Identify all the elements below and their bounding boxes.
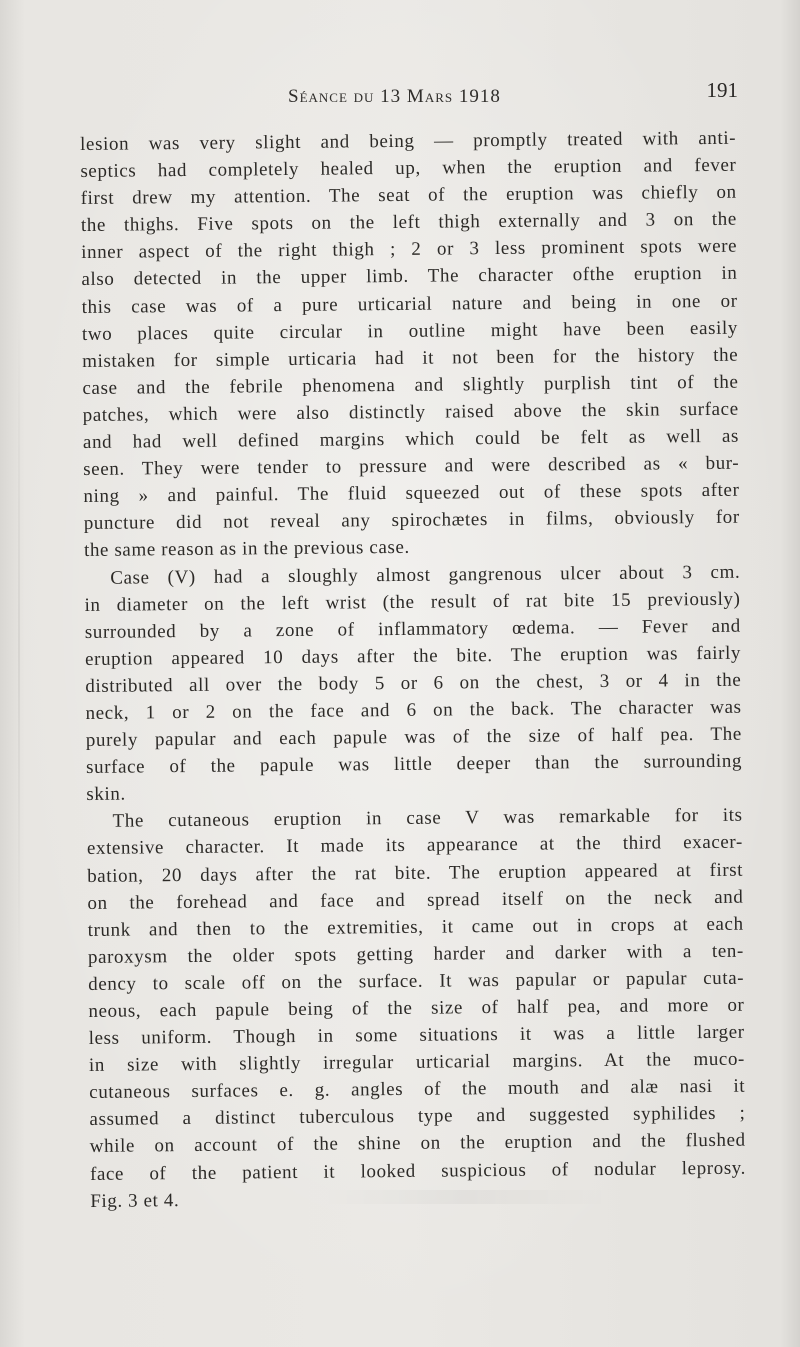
- text-line: neck, 1 or 2 on the face and 6 on the back. The character was: [85, 696, 742, 724]
- text-line: the same reason as in the previous case.: [83, 537, 410, 562]
- text-line: The cutaneous eruption in case V was remarkable for its: [112, 805, 743, 833]
- bleed-through-shadow: [320, 1190, 610, 1204]
- text-line: puncture did not reveal any spirochætes in films, obviously for: [83, 506, 740, 535]
- text-line: seen. They were tender to pressure and were described as « bur-: [83, 452, 740, 481]
- text-line: Case (V) had a sloughly almost gangrenous ulcer about 3 cm.: [110, 561, 741, 589]
- text-line: dency to scale off on the surface. It was papular or papular cuta-: [88, 967, 745, 995]
- text-line: Fig. 3 et 4.: [90, 1189, 180, 1212]
- text-line: while on account of the shine on the eruption and the flushed: [89, 1130, 746, 1158]
- page-header: [80, 78, 740, 108]
- text-line: septics had completely healed up, when the eruption and fever: [80, 154, 737, 183]
- text-line: assumed a distinct tuberculous type and suggested syphilides ;: [89, 1103, 746, 1131]
- text-line: the thighs. Five spots on the left thigh externally and 3 on the: [80, 208, 737, 237]
- text-line: distributed all over the body 5 or 6 on the chest, 3 or 4 in the: [85, 669, 742, 697]
- text-line: mistaken for simple urticaria had it not been for the history the: [82, 344, 739, 372]
- text-line: paroxysm the older spots getting harder and darker with a ten-: [87, 940, 745, 968]
- text-line: and had well defined margins which could be felt as well as: [82, 425, 740, 454]
- text-line: trunk and then to the extremities, it came out in crops at each: [87, 913, 744, 941]
- text-line: inner aspect of the right thigh ; 2 or 3 less prominent spots were: [81, 236, 738, 264]
- text-line: surface of the papule was little deeper than the surrounding: [86, 750, 743, 779]
- text-line: purely papular and each papule was of the size of half pea. The: [85, 723, 742, 752]
- text-line: less uniform. Though in some situations it was a little larger: [88, 1021, 745, 1050]
- text-line: case and the febrile phenomena and slightly purplish tint of the: [82, 371, 739, 399]
- text-line: first drew my attention. The seat of the eruption was chiefly on: [80, 181, 737, 210]
- text-line: cutaneous surfaces e. g. angles of the mouth and alæ nasi it: [89, 1075, 746, 1104]
- text-line: neous, each papule being of the size of half pea, and more or: [88, 994, 745, 1022]
- text-line: ning » and painful. The fluid squeezed out of these spots after: [83, 479, 740, 508]
- text-line: patches, which were also distinctly raised above the skin surface: [82, 398, 739, 426]
- text-line: face of the patient it looked suspicious of nodular leprosy.: [89, 1157, 747, 1185]
- page-fold-shadow: [18, 300, 20, 1000]
- text-line: eruption appeared 10 days after the bite. The eruption was fairly: [84, 642, 742, 670]
- body-text: [80, 125, 746, 1215]
- text-line: skin.: [86, 783, 126, 806]
- page-number: 191: [706, 78, 738, 102]
- running-head: Séance du 13 Mars 1918: [288, 86, 501, 107]
- text-line: extensive character. It made its appearance at the third exacer-: [86, 832, 743, 860]
- text-line: lesion was very slight and being — promptly treated with anti-: [80, 127, 737, 155]
- text-line: bation, 20 days after the rat bite. The eruption appeared at first: [87, 859, 744, 887]
- text-line: two places quite circular in outline might have been easily: [81, 317, 739, 345]
- text-line: in diameter on the left wrist (the result of rat bite 15 previously): [84, 588, 741, 616]
- text-line: this case was of a pure urticarial nature and being in one or: [81, 290, 738, 318]
- text-line: on the forehead and face and spread itself on the neck and: [87, 886, 744, 914]
- text-line: in size with slightly irregular urticarial margins. At the muco-: [88, 1048, 746, 1077]
- text-line: also detected in the upper limb. The character ofthe eruption in: [81, 263, 738, 291]
- text-line: surrounded by a zone of inflammatory œdema. — Fever and: [84, 615, 741, 643]
